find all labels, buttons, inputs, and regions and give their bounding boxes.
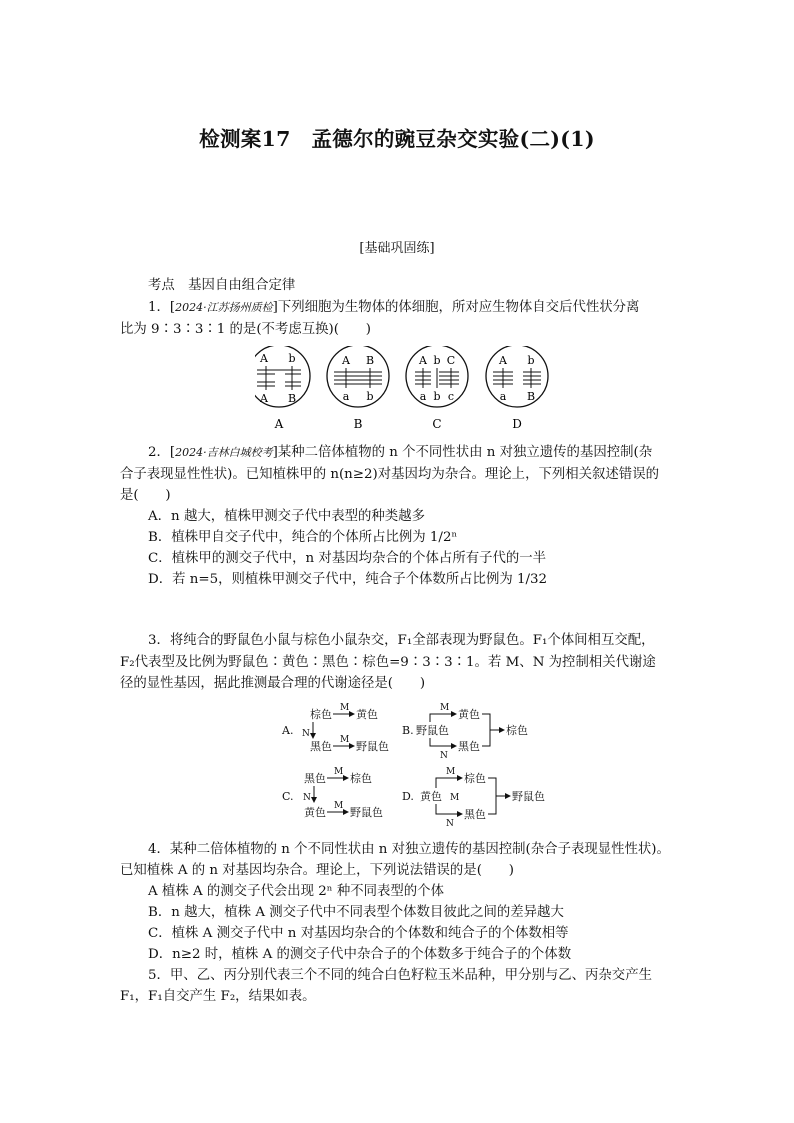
q3-line2: F₂代表型及比例为野鼠色∶黄色∶黑色∶棕色=9∶3∶3∶1。若 M、N 为控制相关代谢途: [120, 655, 656, 670]
cell-b-top-1: A: [342, 354, 350, 367]
pathway-c-m2: M: [334, 801, 344, 811]
pathway-b-m: M: [440, 703, 450, 713]
q4-option-a: A 植株 A 的测交子代会出现 2ⁿ 种不同表型的个体: [148, 884, 444, 899]
q4-line1: 4．某种二倍体植物的 n 个不同性状由 n 对独立遗传的基因控制(杂合子表现显性性状)。: [148, 842, 670, 857]
cell-a-top-1: A: [260, 352, 268, 365]
pathway-b-yellow: 黄色: [458, 708, 480, 721]
pathway-b-label: B.: [402, 724, 414, 737]
pathway-d-n: N: [446, 819, 454, 828]
cell-d-top-2: b: [527, 354, 535, 367]
q2-source: 2024·吉林白城校考: [175, 446, 273, 459]
pathway-b-n: N: [440, 751, 448, 761]
pathway-a-label: A.: [282, 724, 294, 737]
cell-b-bottom-1: a: [342, 390, 350, 403]
pathway-a-agouti: 野鼠色: [356, 740, 389, 753]
cell-c-label: C: [432, 417, 442, 431]
cell-d-label: D: [512, 417, 522, 431]
pathway-b-black: 黑色: [458, 740, 480, 753]
pathway-a-brown: 棕色: [310, 708, 332, 721]
pathway-a-m2: M: [340, 735, 350, 745]
pathway-b: [402, 703, 528, 761]
pathway-d-agouti: 野鼠色: [512, 790, 545, 803]
pathway-a-n: N: [302, 729, 310, 739]
cell-c-top-1: A: [419, 354, 427, 367]
cell-a-top-2: b: [288, 352, 296, 365]
q2-option-b: B．植株甲自交子代中，纯合的个体所占比例为 1/2ⁿ: [148, 530, 458, 545]
pathway-c-yellow: 黄色: [304, 806, 326, 819]
q1-line1: 1．[2024·江苏扬州质检]下列细胞为生物体的体细胞，所对应生物体自交后代性状分离: [148, 300, 640, 315]
pathway-c-black: 黑色: [304, 772, 326, 785]
cell-b-label: B: [353, 417, 363, 431]
pathway-c-n: N: [303, 793, 311, 803]
pathway-d-brown: 棕色: [464, 772, 486, 785]
topic-heading: 考点 基因自由组合定律: [148, 278, 296, 293]
pathway-d-label: D.: [402, 790, 414, 803]
cell-c-bottom-3: c: [447, 390, 455, 403]
q2-line1: 2．[2024·吉林白城校考]某种二倍体植物的 n 个不同性状由 n 对独立遗传的基因控制(杂: [148, 445, 653, 460]
cell-a-bottom-2: B: [287, 392, 297, 405]
pathway-c-label: C.: [282, 790, 294, 803]
q1-cell-figure: [255, 346, 575, 432]
q1-line2: 比为 9∶3∶3∶1 的是(不考虑互换)( ): [120, 322, 371, 337]
pathway-d-yellow: 黄色: [420, 790, 442, 803]
q4-option-c: C．植株 A 测交子代中 n 对基因均杂合的个体数和纯合子的个体数相等: [148, 926, 569, 941]
pathway-c-agouti: 野鼠色: [350, 806, 383, 819]
pathway-d: [402, 767, 545, 828]
q1-source: 2024·江苏扬州质检: [175, 301, 273, 314]
pathway-d-m2: M: [450, 793, 460, 803]
pathway-a-yellow: 黄色: [356, 708, 378, 721]
pathway-a: [281, 703, 389, 753]
pathway-d-black: 黑色: [464, 808, 486, 821]
q4-option-d: D．n≥2 时，植株 A 的测交子代中杂合子的个体数多于纯合子的个体数: [148, 947, 572, 962]
q2-option-d: D．若 n=5，则植株甲测交子代中，纯合子个体数所占比例为 1/32: [148, 572, 548, 587]
pathway-c: [282, 767, 383, 819]
page-title: 检测案17 孟德尔的豌豆杂交实验(二)(1): [199, 127, 595, 151]
cell-c-bottom-2: b: [433, 390, 441, 403]
pathway-c-brown: 棕色: [350, 772, 372, 785]
q2-option-c: C．植株甲的测交子代中，n 对基因均杂合的个体占所有子代的一半: [148, 551, 547, 566]
q3-line3: 径的显性基因，据此推测最合理的代谢途径是( ): [120, 676, 426, 691]
q2-option-a: A．n 越大，植株甲测交子代中表型的种类越多: [148, 509, 425, 524]
cell-a: [255, 346, 310, 431]
cell-d-top-1: A: [499, 354, 507, 367]
pathway-c-m1: M: [334, 767, 344, 777]
cell-d-bottom-2: B: [526, 390, 536, 403]
pathway-a-m1: M: [340, 703, 350, 713]
q2-line3: 是( ): [120, 488, 171, 503]
cell-c-top-2: b: [433, 354, 441, 367]
q3-pathway-diagram: [270, 698, 570, 828]
cell-c-bottom-1: a: [419, 390, 427, 403]
cell-b-top-2: B: [365, 354, 375, 367]
cell-d: [486, 346, 548, 431]
q4-option-b: B．n 越大，植株 A 测交子代中不同表型个体数目彼此之间的差异越大: [148, 905, 564, 920]
section-heading: [基础巩固练]: [359, 241, 435, 256]
cell-a-label: A: [274, 417, 284, 431]
pathway-b-brown: 棕色: [506, 724, 528, 737]
cell-d-bottom-1: a: [499, 390, 507, 403]
cell-c: [406, 346, 468, 431]
q4-line2: 已知植株 A 的 n 对基因均杂合。理论上，下列说法错误的是( ): [120, 863, 514, 878]
cell-a-bottom-1: A: [260, 392, 268, 405]
q2-line2: 合子表现显性性状)。已知植株甲的 n(n≥2)对基因均为杂合。理论上，下列相关叙述错误的: [120, 467, 659, 482]
pathway-b-agouti: 野鼠色: [416, 724, 449, 737]
pathway-d-m1: M: [446, 767, 456, 777]
cell-b-bottom-2: b: [366, 390, 374, 403]
cell-c-top-3: C: [446, 354, 456, 367]
cell-b: [327, 346, 389, 431]
pathway-a-black: 黑色: [310, 740, 332, 753]
q5-line1: 5．甲、乙、丙分别代表三个不同的纯合白色籽粒玉米品种，甲分别与乙、丙杂交产生: [148, 968, 652, 983]
q5-line2: F₁，F₁自交产生 F₂，结果如表。: [120, 989, 316, 1004]
q3-line1: 3．将纯合的野鼠色小鼠与棕色小鼠杂交，F₁全部表现为野鼠色。F₁个体间相互交配，: [148, 633, 655, 648]
